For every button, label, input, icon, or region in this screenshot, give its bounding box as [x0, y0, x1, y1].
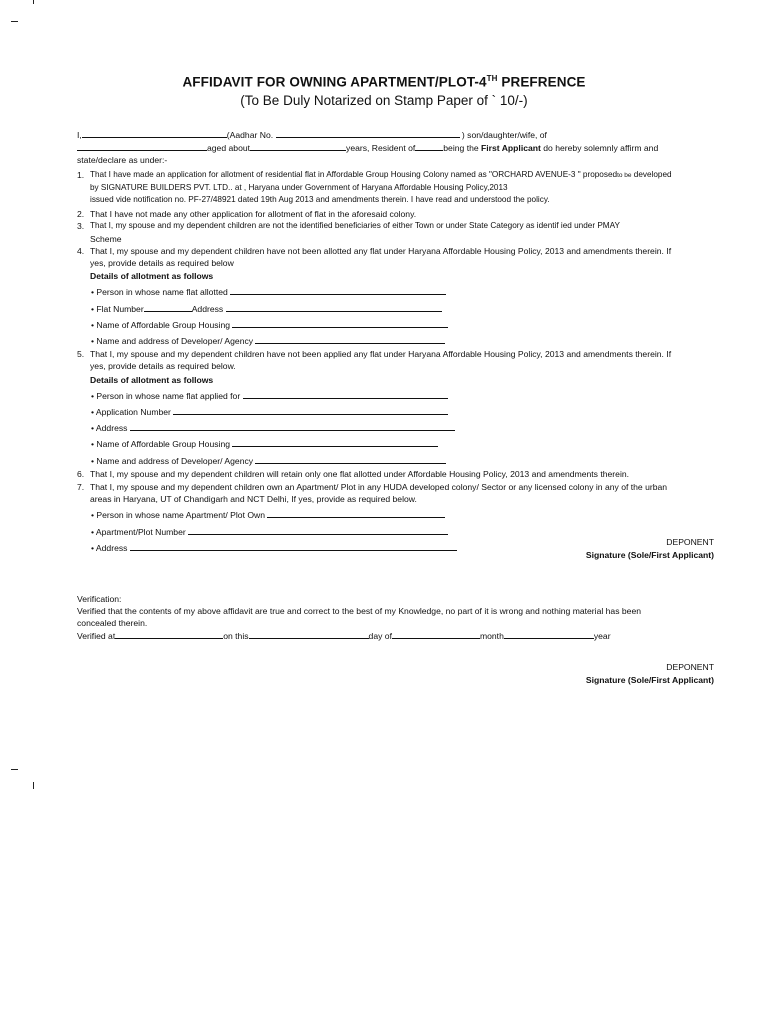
age-field[interactable]: [250, 141, 346, 151]
allotted-developer-field[interactable]: [255, 334, 445, 344]
item-6: 6. That I, my spouse and my dependent children will retain only one flat allotted under Affordable Housing Policy, 2013 and amendments therein.: [77, 468, 630, 479]
bullet-7-3: • Address: [77, 541, 717, 554]
item-7: 7. That I, my spouse and my dependent children own an Apartment/ Plot in any HUDA developed colony/ Sector or any licensed colony in any of the urban areas in Haryana, UT of Chandigarh and NCT Delhi, If yes, provide as required below.: [77, 482, 668, 505]
application-number-field[interactable]: [173, 405, 448, 415]
crop-mark: [11, 769, 18, 770]
verification-fields: Verified at on this day of month year: [77, 631, 611, 641]
bullet-4-1: • Person in whose name flat allotted: [77, 285, 717, 298]
deponent-block-1: [460, 537, 714, 560]
verified-place-field[interactable]: [115, 629, 223, 639]
owner-address-field[interactable]: [130, 541, 457, 551]
details-heading-4: Details of allotment as follows: [90, 271, 214, 282]
plot-number-field[interactable]: [188, 525, 448, 535]
verified-date-field[interactable]: [249, 629, 369, 639]
document-subtitle: (To Be Duly Notarized on Stamp Paper of ` 10/-): [240, 93, 528, 108]
applied-housing-field[interactable]: [232, 437, 438, 447]
details-heading-5: Details of allotment as follows: [90, 374, 214, 385]
aadhar-field[interactable]: [276, 128, 460, 138]
bullet-5-2: • Application Number: [77, 405, 717, 418]
verified-month-field[interactable]: [392, 629, 480, 639]
deponent-label: DEPONENT: [666, 662, 714, 672]
owner-person-field[interactable]: [267, 508, 445, 518]
bullet-5-4: • Name of Affordable Group Housing: [77, 437, 717, 450]
item-3: 3. That I, my spouse and my dependent children are not the identified beneficiaries of either Town or under State Category as identif ied under PMAY Scheme: [77, 221, 620, 244]
allotted-housing-field[interactable]: [232, 318, 448, 328]
deponent-label: DEPONENT: [666, 537, 714, 547]
applied-person-field[interactable]: [243, 389, 448, 399]
verification-block: Verification: Verified that the contents of my above affidavit are true and correct to the best of my Knowledge, no part of it is wrong and nothing material has been concealed therein. Verified at on this day of month year: [77, 593, 697, 642]
parent-name-field[interactable]: [77, 141, 207, 151]
bullet-4-2: • Flat Number Address: [77, 302, 717, 315]
crop-mark: [11, 21, 18, 22]
applied-developer-field[interactable]: [255, 454, 446, 464]
bullet-7-1: • Person in whose name Apartment/ Plot Own: [77, 508, 717, 521]
intro-line-1: I, (Aadhar No. ) son/daughter/wife, of: [77, 130, 547, 140]
crop-mark: [33, 782, 34, 789]
item-2: 2. That I have not made any other application for allotment of flat in the aforesaid colony.: [77, 209, 417, 220]
bullet-5-1: • Person in whose name flat applied for: [77, 389, 717, 402]
crop-mark: [33, 0, 34, 4]
bullet-4-4: • Name and address of Developer/ Agency: [77, 334, 717, 347]
deponent-block-2: [460, 662, 714, 685]
bullet-7-2: • Apartment/Plot Number: [77, 525, 717, 538]
item-5: 5. That I, my spouse and my dependent children have not been applied any flat under Haryana Affordable Housing Policy, 2013 and amendments therein. If yes, provide details as required below.: [77, 349, 672, 372]
bullet-4-3: • Name of Affordable Group Housing: [77, 318, 717, 331]
allotted-person-field[interactable]: [230, 285, 446, 295]
verification-heading: Verification:: [77, 594, 122, 604]
intro-line-2: aged about years, Resident of being the First Applicant do hereby solemnly affirm and: [77, 141, 717, 154]
affidavit-body: [77, 128, 717, 554]
verified-year-field[interactable]: [504, 629, 594, 639]
item-1: 1. That I have made an application for allotment of residential flat in Affordable Group Housing Colony named as "ORCHARD AVENUE-3 " proposedto be developed by SIGNATURE BUILDERS PVT. LTD.. at , Haryana under Government of Haryana Affordable Housing Policy,2013 issued vide notification no. PF-27/48921 dated 19th Aug 2013 and amendments therein. I have read and understood the policy.: [77, 169, 672, 205]
signature-label: Signature (Sole/First Applicant): [585, 550, 714, 560]
document-title: AFFIDAVIT FOR OWNING APARTMENT/PLOT-4TH PREFRENCE: [182, 74, 586, 90]
intro-line-3: state/declare as under:-: [77, 155, 168, 166]
bullet-5-3: • Address: [77, 421, 717, 434]
bullet-5-5: • Name and address of Developer/ Agency: [77, 454, 717, 467]
residence-field[interactable]: [415, 141, 443, 151]
flat-number-field[interactable]: [144, 302, 192, 312]
allotted-address-field[interactable]: [226, 302, 442, 312]
signature-label: Signature (Sole/First Applicant): [585, 675, 714, 685]
name-field[interactable]: [82, 128, 227, 138]
item-4: 4. That I, my spouse and my dependent children have not been allotted any flat under Haryana Affordable Housing Policy, 2013 and amendments therein. If yes, provide details as required below: [77, 245, 672, 269]
applied-address-field[interactable]: [130, 421, 455, 431]
